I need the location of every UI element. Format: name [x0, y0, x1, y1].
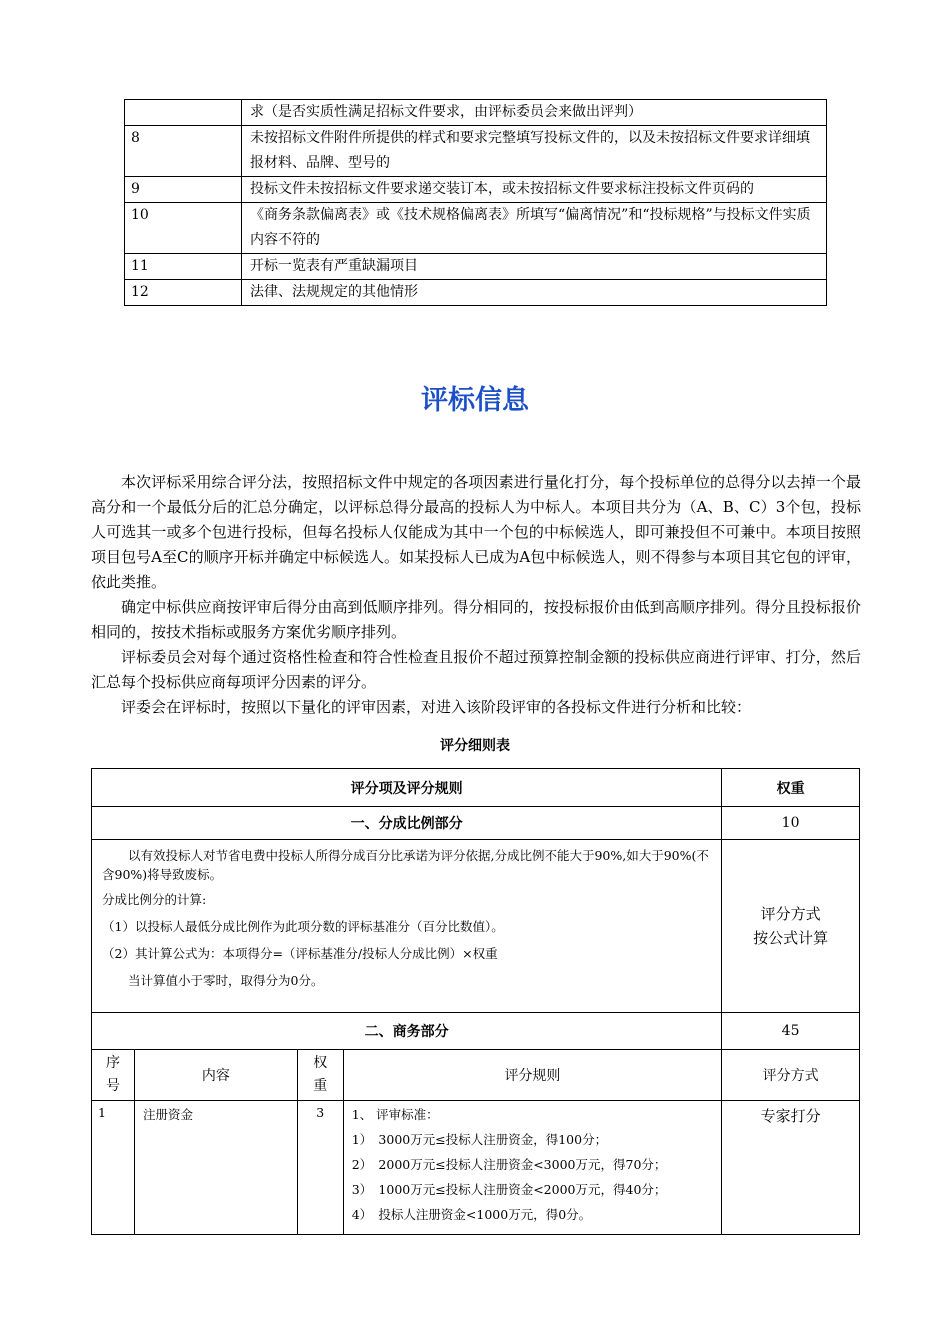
row-text: 开标一览表有严重缺漏项目 — [242, 254, 827, 280]
criteria-line: 1） 3000万元≤投标人注册资金，得100分； — [351, 1132, 608, 1147]
part2-title: 二、商务部分 — [92, 1013, 722, 1050]
table-header-row — [92, 769, 860, 807]
table-row — [125, 203, 827, 254]
paragraph: 确定中标供应商按评审后得分由高到低顺序排列。得分相同的，按投标报价由低到高顺序排列。得分且投标报价相同的，按技术指标或服务方案优劣顺序排列。 — [91, 598, 861, 641]
paragraph: 评委会在评标时，按照以下量化的评审因素，对进入该阶段评审的各投标文件进行分析和比较： — [121, 698, 752, 716]
rule-line: （2）其计算公式为：本项得分=（评标基准分/投标人分成比例）×权重 — [102, 946, 498, 961]
table-caption: 评分细则表 — [440, 738, 510, 754]
row-text: 未按招标文件附件所提供的样式和要求完整填写投标文件的，以及未按招标文件要求详细填报材料、品牌、型号的 — [242, 126, 827, 177]
row-number — [125, 100, 242, 126]
table-row — [125, 280, 827, 306]
rule-header: 评分规则 — [343, 1050, 721, 1101]
row-content: 注册资金 — [134, 1101, 297, 1235]
header-item: 评分项及评分规则 — [92, 769, 722, 807]
part-row — [92, 807, 860, 840]
row-number: 9 — [125, 177, 242, 203]
weight-header: 权重 — [297, 1050, 343, 1101]
body-text — [91, 470, 861, 720]
part1-rules-row — [92, 840, 860, 1013]
row-text: 法律、法规规定的其他情形 — [242, 280, 827, 306]
content-header: 内容 — [134, 1050, 297, 1101]
row-number: 12 — [125, 280, 242, 306]
criteria-line: 3） 1000万元≤投标人注册资金<2000万元，得40分； — [351, 1182, 667, 1197]
part1-title: 一、分成比例部分 — [92, 807, 722, 840]
part1-method — [722, 840, 860, 1013]
row-number: 10 — [125, 203, 242, 254]
part-row — [92, 1013, 860, 1050]
method-header: 评分方式 — [722, 1050, 860, 1101]
row-number: 8 — [125, 126, 242, 177]
row-seq: 1 — [92, 1101, 135, 1235]
disqualification-table — [124, 99, 827, 306]
method-line: 评分方式 — [760, 905, 821, 923]
paragraph: 评标委员会对每个通过资格性检查和符合性检查且报价不超过预算控制金额的投标供应商进行评审、打分，然后汇总每个投标供应商每项评分因素的评分。 — [91, 648, 861, 691]
header-weight: 权重 — [722, 769, 860, 807]
row-number: 11 — [125, 254, 242, 280]
row-text: 《商务条款偏离表》或《技术规格偏离表》所填写“偏离情况”和“投标规格”与投标文件实质内容不符的 — [242, 203, 827, 254]
rule-line: 当计算值小于零时，取得分为0分。 — [128, 973, 324, 988]
criteria-line: 2） 2000万元≤投标人注册资金<3000万元，得70分； — [351, 1157, 667, 1172]
row-weight: 3 — [297, 1101, 343, 1235]
row-text: 投标文件未按招标文件要求递交装订本，或未按招标文件要求标注投标文件页码的 — [242, 177, 827, 203]
table-row — [125, 254, 827, 280]
paragraph: 本次评标采用综合评分法，按照招标文件中规定的各项因素进行量化打分，每个投标单位的总得分以去掉一个最高分和一个最低分后的汇总分确定，以评标总得分最高的投标人为中标人。本项目共分为（A、B、C）3个包，投标人可选其一或多个包进行投标，但每名投标人仅能成为其中一个包的中标候选人，即可兼投但不可兼中。本项目按照项目包号A至C的顺序开标并确定中标候选人。如某投标人已成为A包中标候选人，则不得参与本项目其它包的评审，依此类推。 — [91, 473, 861, 591]
rule-line: （1）以投标人最低分成比例作为此项分数的评标基准分（百分比数值）。 — [102, 919, 504, 934]
row-criteria — [343, 1101, 721, 1235]
table-row — [125, 126, 827, 177]
seq-header: 序号 — [92, 1050, 135, 1101]
rule-line: 分成比例分的计算: — [102, 892, 207, 907]
table-row — [125, 177, 827, 203]
criteria-line: 1、 评审标准： — [351, 1107, 439, 1122]
table-row — [125, 100, 827, 126]
criteria-line: 4） 投标人注册资金<1000万元，得0分。 — [351, 1207, 592, 1222]
sub-header-row — [92, 1050, 860, 1101]
part1-weight: 10 — [722, 807, 860, 840]
row-method: 专家打分 — [722, 1101, 860, 1235]
part2-weight: 45 — [722, 1013, 860, 1050]
scoring-table — [91, 768, 860, 1235]
row-text: 求（是否实质性满足招标文件要求，由评标委员会来做出评判） — [242, 100, 827, 126]
part1-rules — [92, 840, 722, 1013]
method-line: 按公式计算 — [753, 929, 829, 947]
rule-line: 以有效投标人对节省电费中投标人所得分成百分比承诺为评分依据,分成比例不能大于90%,如大于90%(不含90%)将导致废标。 — [102, 848, 709, 882]
section-title: 评标信息 — [421, 385, 529, 416]
table-row — [92, 1101, 860, 1235]
